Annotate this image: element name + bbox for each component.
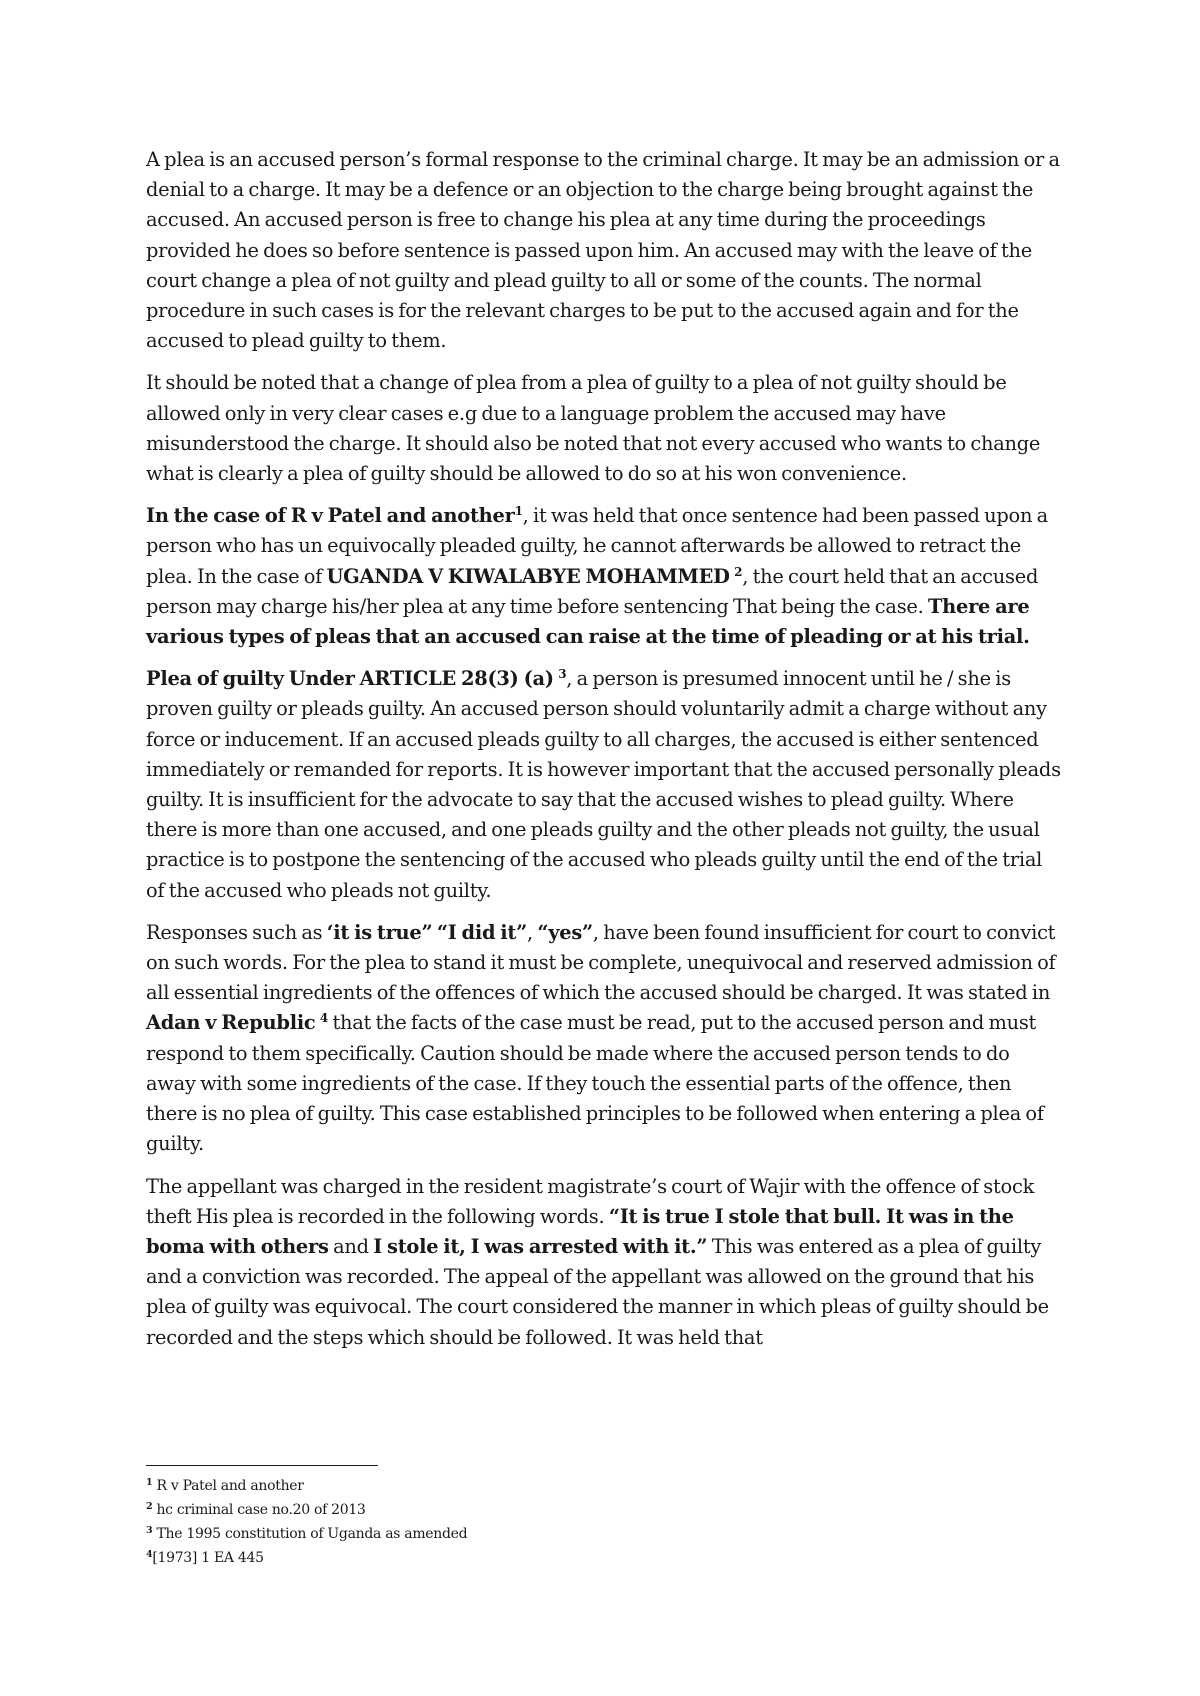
footnote-ref-1: 1 [514, 504, 523, 519]
paragraph-patel-case [146, 501, 1061, 652]
types-of-pleas-statement: There are various types of pleas that an accused can raise at the time of pleading or at his trial. [146, 594, 1030, 649]
paragraph-text: A plea is an accused person’s formal response to the criminal charge. It may be an admission or a denial to a charge. It may be a defence or an objection to the charge being brought against the accused. An accused person is free to change his plea at any time during the proceedings provided he does so before sentence is passed upon him. An accused may with the leave of the court change a plea of not guilty and plead guilty to all or some of the counts. The normal procedure in such cases is for the relevant charges to be put to the accused again and for the accused to plead guilty to them. [146, 148, 1060, 353]
paragraph-text: that the facts of the case must be read, put to the accused person and must respond to them specifically. Caution should be made where the accused person tends to do away with some ingredients of the case. If they touch the essential parts of the offence, then there is no plea of guilty. This case established principles to be followed when entering a plea of guilty. [146, 1011, 1044, 1156]
footnote-4 [146, 1546, 746, 1570]
quoted-plea: I stole it, I was arrested with it.” [373, 1234, 708, 1258]
quoted-plea: “It is true I stole that bull. It was in the boma with others [146, 1204, 1014, 1258]
footnote-text: hc criminal case no.20 of 2013 [156, 1502, 366, 1518]
footnote-number: 3 [146, 1525, 153, 1536]
document-body [146, 145, 1061, 1365]
paragraph-text: Responses such as [146, 920, 327, 944]
paragraph-text: This was entered as a plea of guilty and a conviction was recorded. The appeal of the appellant was allowed on the ground that his plea of guilty was equivocal. The court considered the manner in which pleas of guilty should be recorded and the steps which should be followed. It was held that [146, 1234, 1049, 1349]
quoted-response: “I did it” [436, 920, 528, 944]
paragraph-text: , have been found insufficient for court to convict on such words. For the plea to stand it must be complete, unequivocal and reserved admission of all essential ingredients of the offences of which the accused should be charged. It was stated in [146, 920, 1056, 1005]
footnote-number: 2 [146, 1501, 153, 1512]
footnote-ref-4: 4 [319, 1011, 329, 1026]
footnote-separator [146, 1465, 378, 1466]
footnote-ref-3: 3 [558, 667, 567, 682]
quoted-response: “yes” [537, 920, 593, 944]
quoted-response: ‘it is true” [326, 920, 433, 944]
paragraph-change-of-plea [146, 368, 1061, 489]
paragraph-appellant: The appellant was charged in the resident magistrate’s court of Wajir with the offence of stock theft His plea is recorded in the following words. “It is true I stole that bull. It was in the boma with others and I stole it, I was arrested with it.” This was entered as a plea of guilty and a conviction was recorded. The appeal of the appellant was allowed on the ground that his plea of guilty was equivocal. The court considered the manner in which pleas of guilty should be recorded and the steps which should be followed. It was held that [146, 1174, 1049, 1349]
paragraph-text: , a person is presumed innocent until he / she is proven guilty or pleads guilty. An accused person should voluntarily admit a charge without any force or inducement. If an accused pleads guilty to all charges, the accused is either sentenced immediately or remanded for reports. It is however important that the accused personally pleads guilty. It is insufficient for the advocate to say that the accused wishes to plead guilty. Where there is more than one accused, and one pleads guilty and the other pleads not guilty, the usual practice is to postpone the sentencing of the accused who pleads guilty until the end of the trial of the accused who pleads not guilty. [146, 667, 1061, 902]
footnote-ref-2: 2 [734, 564, 743, 579]
footnote-text: R v Patel and another [156, 1478, 304, 1494]
footnote-3 [146, 1522, 746, 1546]
paragraph-plea-of-guilty [146, 664, 1061, 906]
footnote-1 [146, 1474, 746, 1498]
case-heading-patel: In the case of R v Patel and another [146, 504, 515, 528]
paragraph-intro [146, 145, 1061, 356]
section-heading-plea-of-guilty: Plea of guilty Under ARTICLE 28(3) (a) [146, 667, 554, 691]
footnote-text: The 1995 constitution of Uganda as amended [156, 1526, 468, 1542]
paragraph-text: , it was held that once sentence had been passed upon a person who has un equivocally pleaded guilty, he cannot afterwards be allowed to retract the plea. In the case of [146, 504, 1048, 588]
case-name-adan: Adan v Republic [146, 1011, 316, 1035]
footnote-2 [146, 1498, 746, 1522]
case-name-kiwalabye: UGANDA V KIWALABYE MOHAMMED [326, 564, 730, 588]
paragraph-text: It should be noted that a change of plea from a plea of guilty to a plea of not guilty should be allowed only in very clear cases e.g due to a language problem the accused may have misunderstood the charge. It should also be noted that not every accused who wants to change what is clearly a plea of guilty should be allowed to do so at his won convenience. [146, 371, 1041, 486]
paragraph-text: , the court held that an accused person may charge his/her plea at any time before sentencing That being the case. [146, 564, 1039, 618]
footnotes [146, 1474, 746, 1570]
paragraph-text: The appellant was charged in the resident magistrate’s court of Wajir with the offence of stock theft His plea is recorded in the following words. [146, 1174, 1035, 1228]
footnote-number: 4 [146, 1549, 153, 1560]
paragraph-responses: Responses such as ‘it is true” “I did it”, “yes”, have been found insufficient for court to convict on such words. For the plea to stand it must be complete, unequivocal and reserved admission of all essential ingredients of the offences of which the accused should be charged. It was stated in Adan v Republic $^4$ that the facts of the case must be read, put to the accused person and must respond to them specifically. Caution should be made where the accused person tends to do away with some ingredients of the case. If they touch the essential parts of the offence, then there is no plea of guilty. This case established principles to be followed when entering a plea of guilty. [146, 920, 1056, 1156]
footnote-text: [1973] 1 EA 445 [152, 1550, 264, 1566]
footnote-number: 1 [146, 1477, 153, 1488]
